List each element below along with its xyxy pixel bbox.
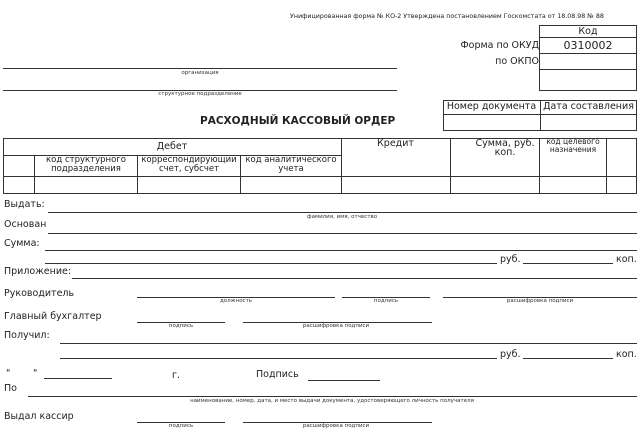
divider: [240, 155, 241, 194]
division-code-header: код структурного подразделения: [46, 155, 126, 174]
year-label: г.: [172, 370, 181, 381]
signature-caption: подпись: [373, 298, 399, 304]
attachment-line[interactable]: [72, 278, 637, 279]
document-number-header: Номер документа: [446, 101, 537, 112]
amount-header: Сумма, руб. коп.: [475, 138, 535, 158]
okpo-label: по ОКПО: [495, 56, 539, 67]
kop-label: коп.: [616, 254, 637, 265]
basis-line[interactable]: [48, 233, 637, 234]
division-caption: структурное подразделение: [158, 91, 242, 97]
rub-label: руб.: [500, 254, 521, 265]
divider: [539, 53, 637, 54]
document-line[interactable]: [28, 396, 637, 397]
amount-words-line[interactable]: [45, 263, 497, 264]
codes-header: Код: [578, 26, 598, 37]
quote-open: ": [6, 368, 11, 379]
okud-label: Форма по ОКУД: [460, 40, 539, 51]
signature-caption: подпись: [168, 323, 194, 329]
corr-account-header: корреспондирующии счет, субсчет: [141, 155, 237, 174]
divider: [137, 155, 138, 194]
organization-line[interactable]: [3, 68, 397, 69]
decoding-caption: расшифровка подписи: [302, 423, 370, 429]
date-line[interactable]: [44, 378, 112, 379]
head-label: Руководитель: [4, 288, 75, 299]
divider: [606, 138, 607, 194]
purpose-code-header: код целевого назначения: [546, 137, 600, 154]
kop-line[interactable]: [523, 263, 613, 264]
document-caption: наименование, номер, дата, и место выдачи документа, удостоверяющего личность получателя: [190, 398, 474, 404]
issue-line[interactable]: [48, 212, 637, 213]
received-kop-line[interactable]: [523, 358, 613, 359]
form-header-note: Унифицированная форма № КО-2 Утверждена постановлением Госкомстата от 18.08.98 № 88: [290, 13, 604, 20]
rub-label: руб.: [500, 349, 521, 360]
divider: [34, 155, 35, 194]
divider: [450, 138, 451, 194]
page-title: РАСХОДНЫЙ КАССОВЫЙ ОРДЕР: [200, 115, 396, 127]
kop-label: коп.: [616, 349, 637, 360]
attachment-label: Приложение:: [4, 266, 72, 277]
quote-close: ": [33, 368, 38, 379]
position-caption: должность: [219, 298, 253, 304]
analytic-code-header: код аналитического учета: [245, 155, 337, 174]
issue-label: Выдать:: [4, 199, 45, 210]
fio-caption: фамилия, имя, отчество: [306, 214, 378, 220]
document-date-header: Дата составления: [543, 101, 634, 112]
received-line[interactable]: [60, 343, 637, 344]
cashier-label: Выдал кассир: [4, 411, 74, 422]
organization-caption: организация: [181, 70, 219, 76]
decoding-caption: расшифровка подписи: [302, 323, 370, 329]
amount-line[interactable]: [45, 250, 637, 251]
received-amount-line[interactable]: [60, 358, 497, 359]
decoding-caption: расшифровка подписи: [506, 298, 574, 304]
credit-header: Кредит: [377, 138, 414, 149]
signature-label: Подпись: [256, 369, 299, 380]
debit-header: Дебет: [156, 141, 188, 152]
divider: [539, 37, 637, 38]
basis-label: Основан: [4, 219, 47, 230]
receiver-signature-line[interactable]: [308, 380, 380, 381]
amount-label: Сумма:: [4, 238, 40, 249]
signature-caption: подпись: [168, 423, 194, 429]
divider: [3, 176, 637, 177]
by-label: По: [4, 383, 17, 394]
received-label: Получил:: [4, 330, 50, 341]
chief-accountant-label: Главный бухгалтер: [4, 311, 102, 322]
okud-value[interactable]: 0310002: [563, 39, 613, 52]
divider: [539, 69, 637, 70]
